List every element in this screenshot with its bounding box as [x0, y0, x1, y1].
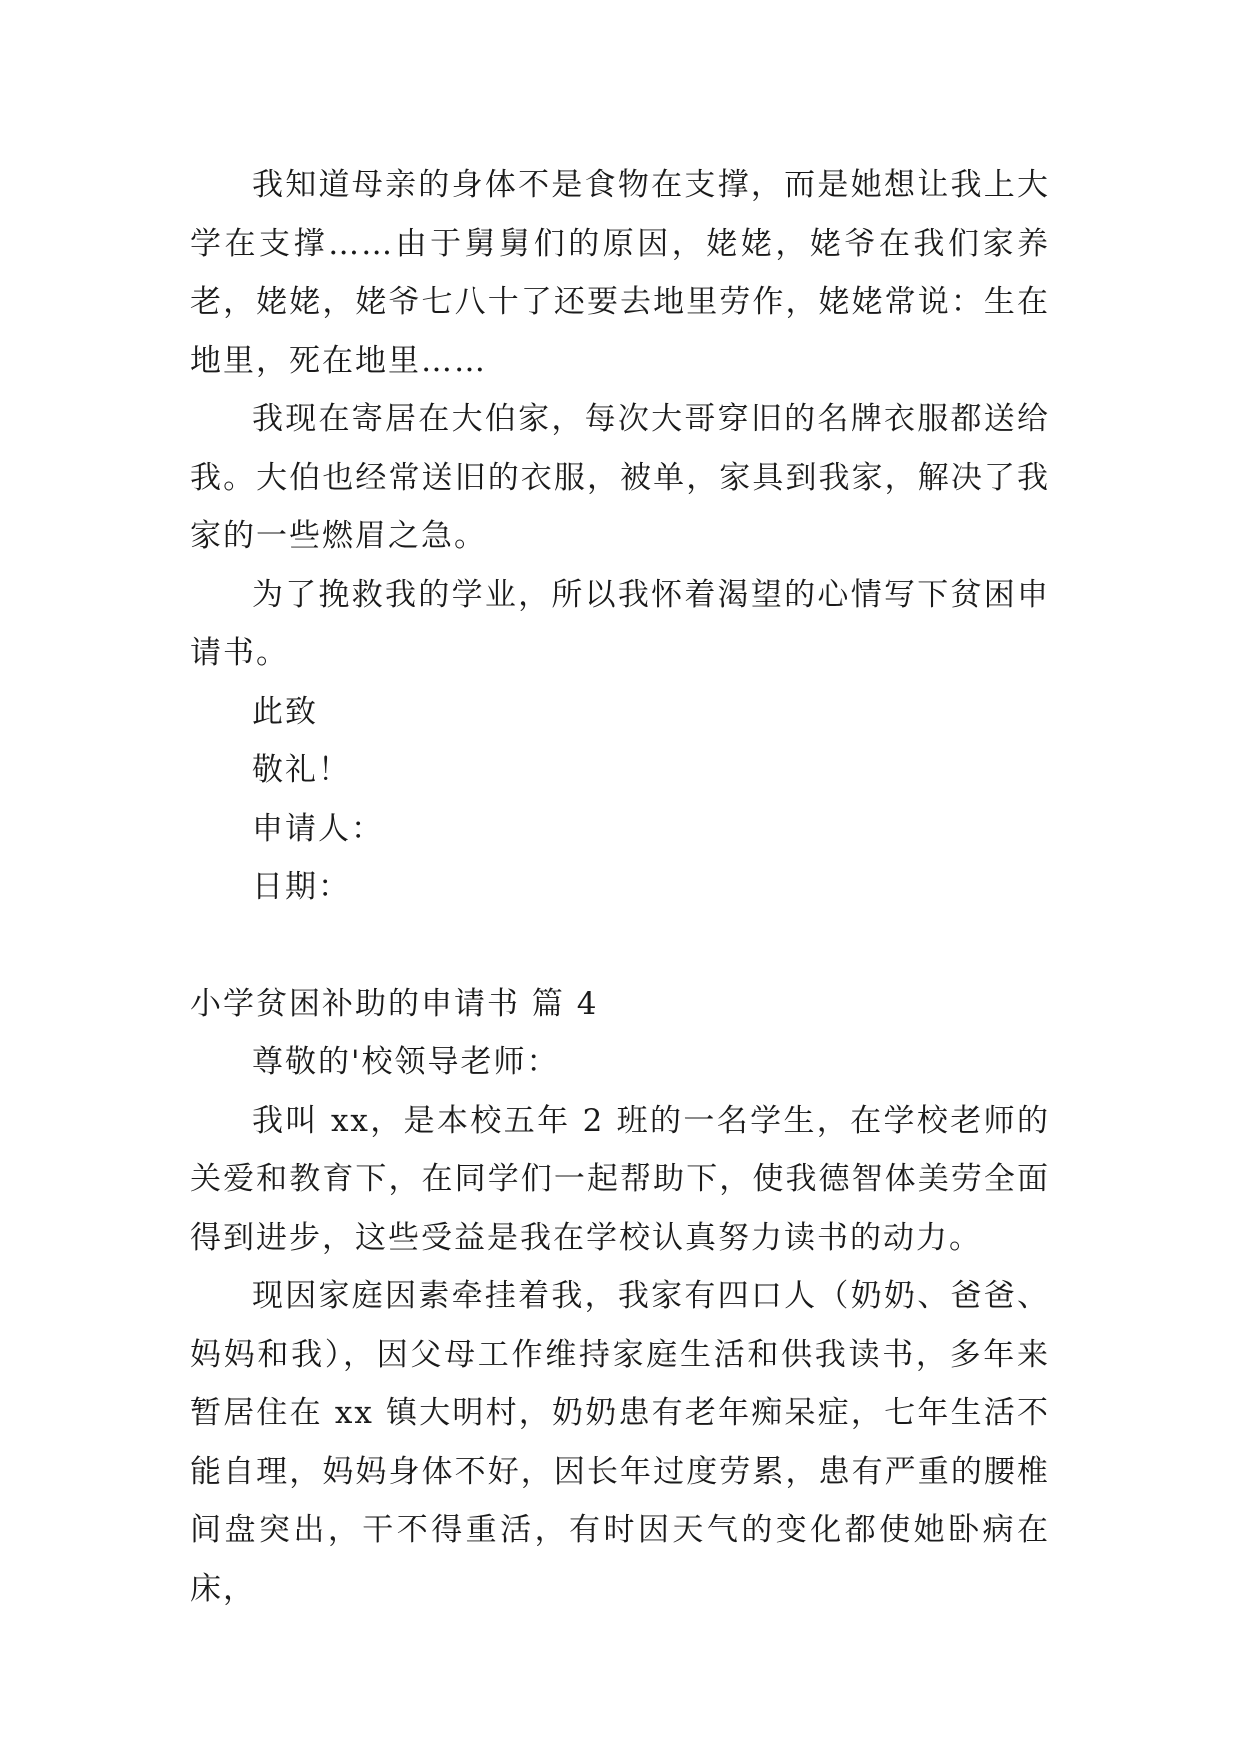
- applicant-label: 申请人：: [252, 810, 384, 847]
- paragraph-uncle-help: 我现在寄居在大伯家，每次大哥穿旧的名牌衣服都送给我。大伯也经常送旧的衣服，被单，家具到我家，解决了我家的一些燃眉之急。: [190, 401, 1050, 554]
- paragraph-family-situation: 现因家庭因素牵挂着我，我家有四口人（奶奶、爸爸、妈妈和我），因父母工作维持家庭生活和供我读书，多年来暂居住在 xx 镇大明村，奶奶患有老年痴呆症，七年生活不能自理，妈妈身体不好，因长年过度劳累，患有严重的腰椎间盘突出，干不得重活，有时因天气的变化都使她卧病在床，: [190, 1278, 1050, 1607]
- closing-jingli: 敬礼！: [252, 752, 351, 788]
- section-spacer: [190, 917, 1050, 975]
- paragraph-application-purpose: 为了挽救我的学业，所以我怀着渴望的心情写下贫困申请书。: [190, 576, 1050, 671]
- paragraph-introduction: 我叫 xx，是本校五年 2 班的一名学生，在学校老师的关爱和教育下，在同学们一起帮助下，使我德智体美劳全面得到进步，这些受益是我在学校认真努力读书的动力。: [190, 1102, 1050, 1256]
- section-title: 小学贫困补助的申请书 篇 4: [190, 985, 599, 1022]
- paragraph-mother-support: 我知道母亲的身体不是食物在支撑，而是她想让我上大学在支撑……由于舅舅们的原因，姥姥，姥爷在我们家养老，姥姥，姥爷七八十了还要去地里劳作，姥姥常说：生在地里，死在地里……: [190, 167, 1050, 379]
- document-body: [190, 156, 1050, 1618]
- closing-cizhi: 此致: [252, 693, 318, 730]
- salutation: 尊敬的'校领导老师：: [252, 1044, 560, 1080]
- date-label: 日期：: [252, 869, 351, 905]
